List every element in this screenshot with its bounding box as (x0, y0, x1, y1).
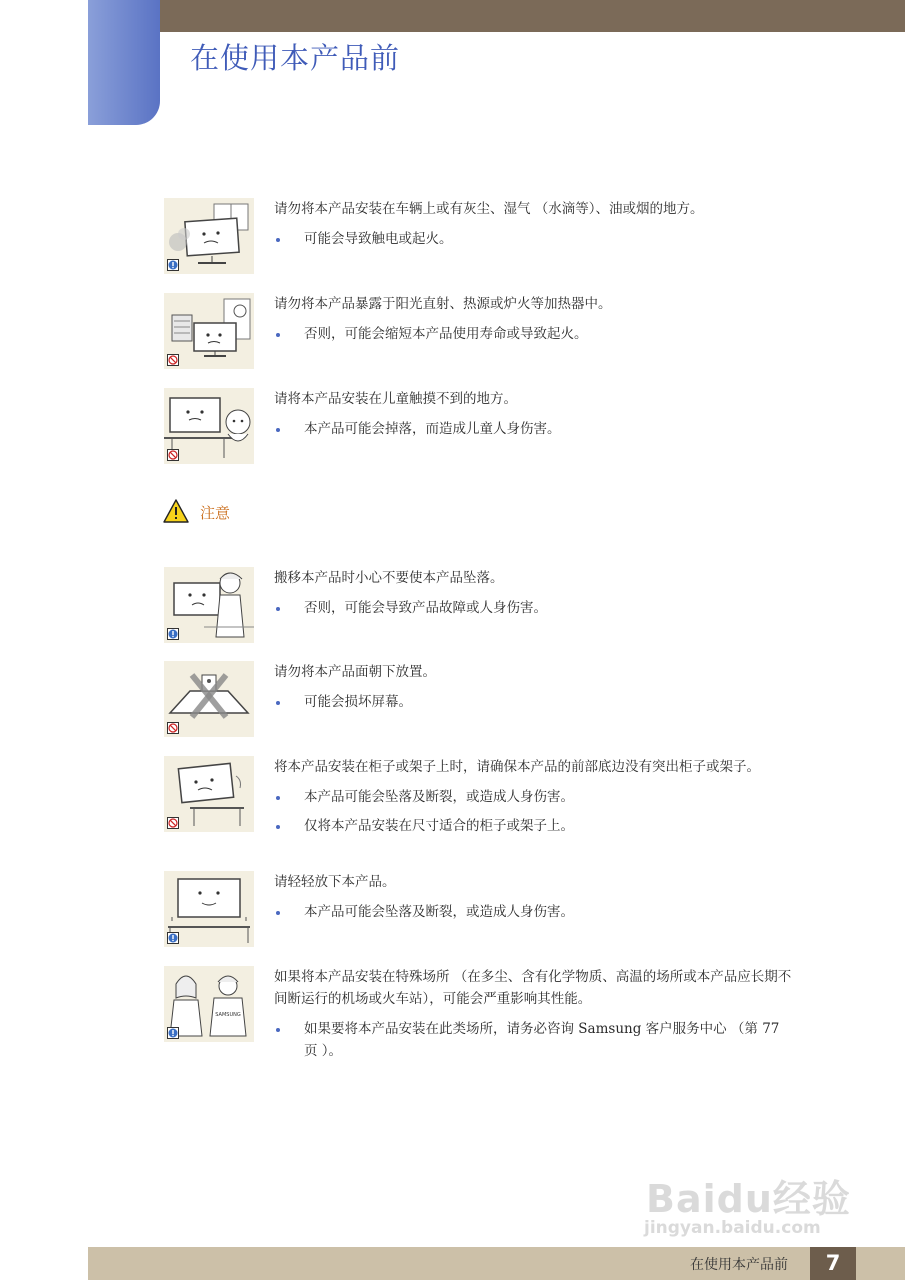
chapter-tab (88, 0, 160, 125)
exclamation-icon (167, 628, 179, 640)
illustration-service-staff (164, 966, 254, 1042)
samsung-shirt-label: SAMSUNG (215, 1012, 241, 1018)
header-bar (160, 0, 905, 32)
item-bullet: 可能会损坏屏幕。 (274, 691, 796, 713)
item-text (274, 293, 796, 345)
item-text (274, 756, 796, 837)
prohibition-icon (167, 722, 179, 734)
warning-triangle-icon (162, 498, 190, 528)
item-bullet: 本产品可能会坠落及断裂，或造成人身伤害。 (274, 786, 796, 808)
safety-item-heat (164, 293, 804, 373)
safety-item-dust (164, 198, 804, 278)
item-bullet: 如果要将本产品安装在此类场所，请务必咨询 Samsung 客户服务中心 （第 77 页 ）。 (274, 1018, 796, 1062)
caution-label: 注意 (200, 504, 231, 522)
exclamation-icon (167, 259, 179, 271)
item-bullet: 可能会导致触电或起火。 (274, 228, 796, 250)
baidu-watermark (640, 1150, 870, 1250)
item-bullet: 本产品可能会掉落，而造成儿童人身伤害。 (274, 418, 796, 440)
illustration-child-monitor (164, 388, 254, 464)
item-text (274, 966, 796, 1062)
caution-item-shelf (164, 756, 804, 866)
item-bullet: 仅将本产品安装在尺寸适合的柜子或架子上。 (274, 815, 796, 837)
illustration-carry-monitor (164, 567, 254, 643)
exclamation-icon (167, 932, 179, 944)
prohibition-icon (167, 449, 179, 461)
caution-item-special-location (164, 966, 804, 1066)
watermark-brand: Baidu经验 (646, 1177, 851, 1221)
item-bullet: 否则，可能会导致产品故障或人身伤害。 (274, 597, 796, 619)
item-text (274, 871, 796, 923)
item-main-text: 请勿将本产品暴露于阳光直射、热源或炉火等加热器中。 (274, 296, 612, 312)
item-text (274, 388, 796, 440)
item-main-text: 请将本产品安装在儿童触摸不到的地方。 (274, 391, 517, 407)
prohibition-icon (167, 354, 179, 366)
watermark-url: jingyan.baidu.com (644, 1218, 821, 1238)
illustration-heat-monitor (164, 293, 254, 369)
item-main-text: 请勿将本产品面朝下放置。 (274, 664, 436, 680)
prohibition-icon (167, 817, 179, 829)
page-title: 在使用本产品前 (190, 41, 401, 75)
illustration-dust-monitor (164, 198, 254, 274)
item-text (274, 567, 796, 619)
safety-item-children (164, 388, 804, 468)
item-main-text: 搬移本产品时小心不要使本产品坠落。 (274, 570, 504, 586)
footer-chapter-title: 在使用本产品前 (690, 1257, 788, 1273)
illustration-face-down-monitor (164, 661, 254, 737)
item-main-text: 将本产品安装在柜子或架子上时，请确保本产品的前部底边没有突出柜子或架子。 (274, 759, 760, 775)
item-bullet: 否则，可能会缩短本产品使用寿命或导致起火。 (274, 323, 796, 345)
item-main-text: 请勿将本产品安装在车辆上或有灰尘、湿气 （水滴等）、油或烟的地方。 (274, 201, 704, 217)
item-text (274, 198, 796, 250)
caution-item-gently (164, 871, 804, 951)
illustration-gentle-monitor (164, 871, 254, 947)
item-text (274, 661, 796, 713)
item-main-text: 如果将本产品安装在特殊场所 （在多尘、含有化学物质、高温的场所或本产品应长期不间断运行的机场或火车站），可能会严重影响其性能。 (274, 969, 792, 1007)
illustration-shelf-monitor (164, 756, 254, 832)
item-main-text: 请轻轻放下本产品。 (274, 874, 396, 890)
item-bullet: 本产品可能会坠落及断裂，或造成人身伤害。 (274, 901, 796, 923)
caution-item-face-down (164, 661, 804, 741)
page-number: 7 (810, 1247, 856, 1280)
caution-item-drop (164, 567, 804, 647)
exclamation-icon (167, 1027, 179, 1039)
